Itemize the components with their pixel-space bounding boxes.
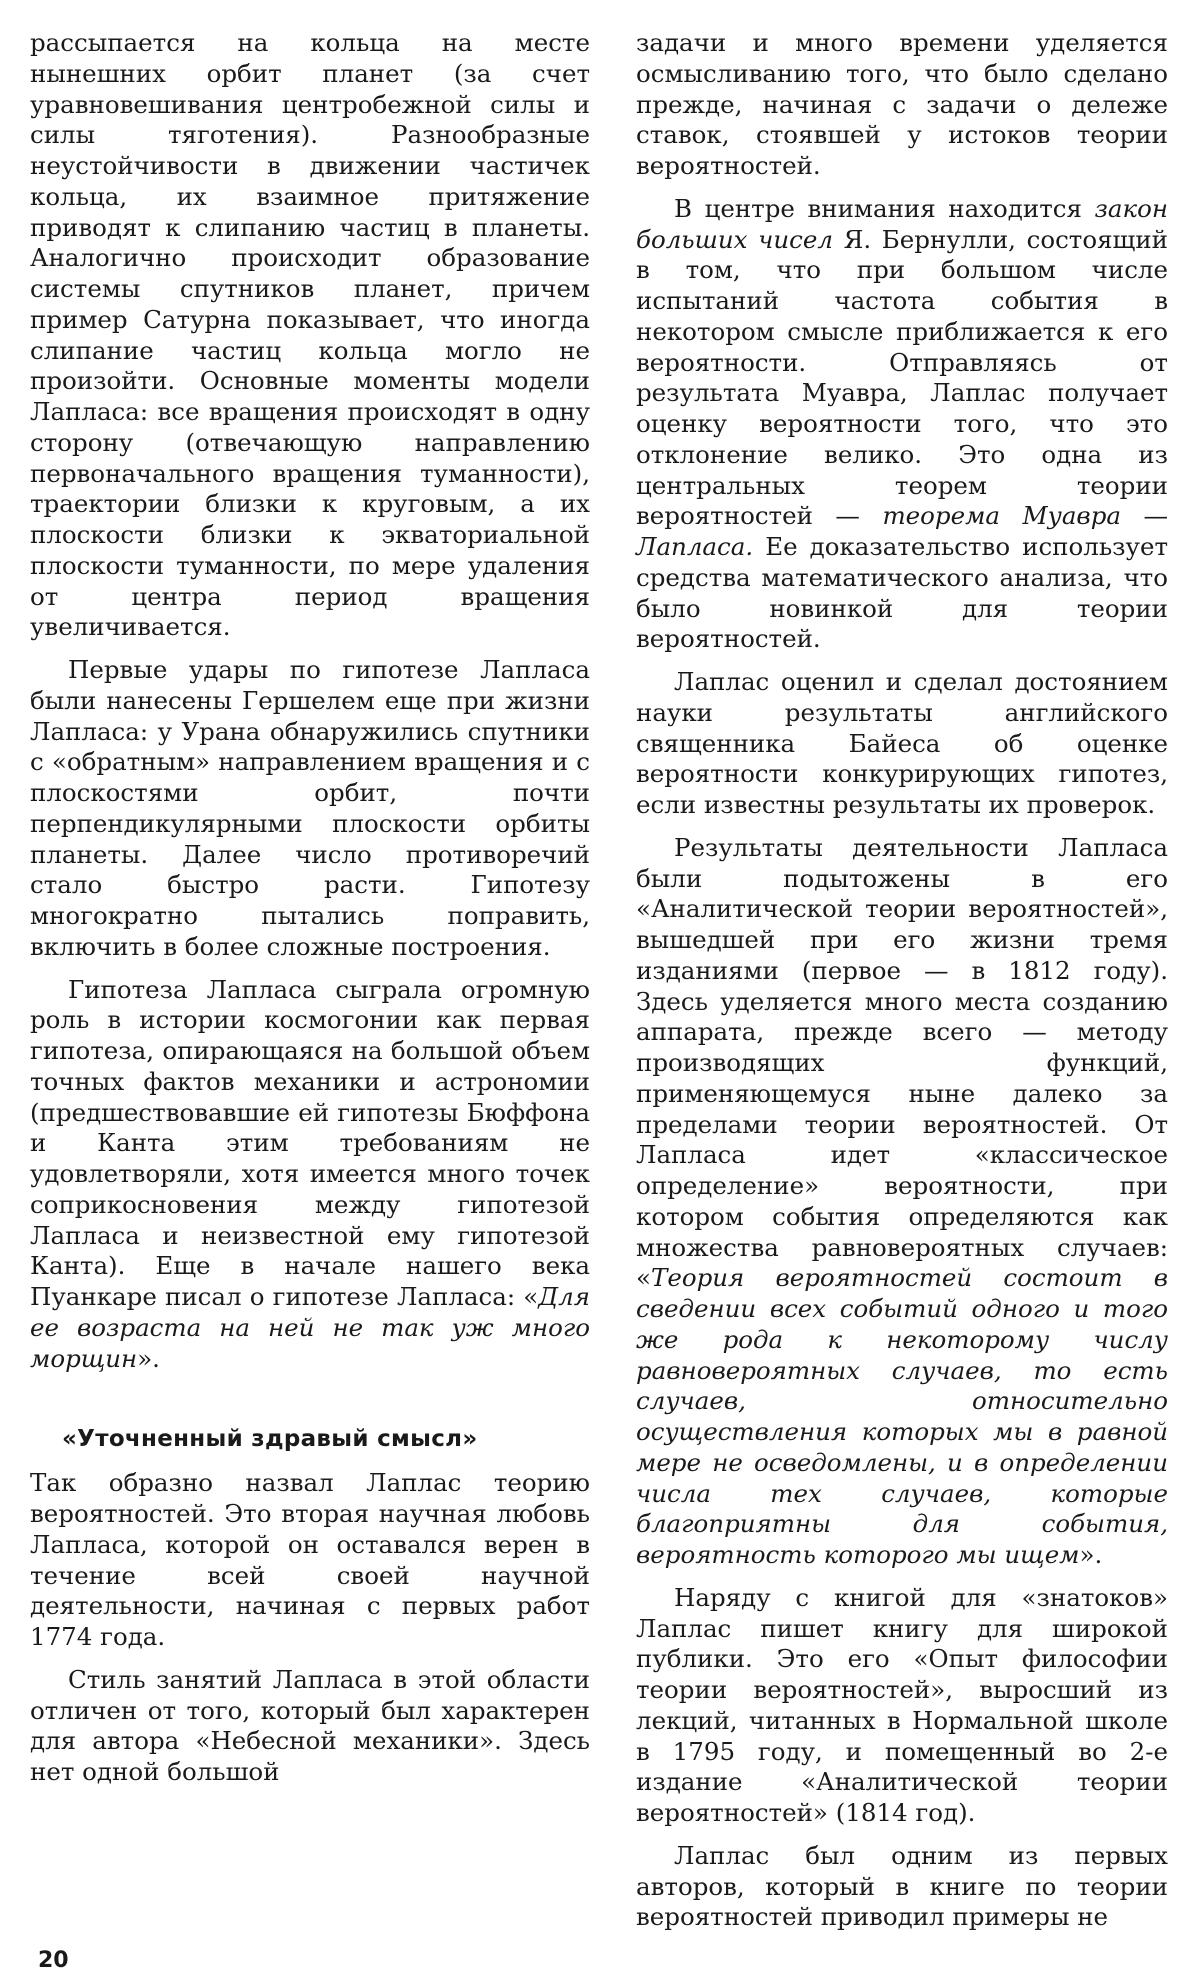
left-paragraph-1: рассыпается на кольца на месте нынешних орбит планет (за счет уравновешивания центробежной силы и силы тяготения). Разнообразные неустойчивости в движении частичек кольца, их взаимное притяжение приводят к слипанию частиц в планеты. Аналогично происходит образование системы спутников планет, причем пример Сатурна показывает, что иногда слипание частиц кольца могло не произойти. Основные моменты модели Лапласа: все вращения происходят в одну сторону (отвечающую направлению первоначального вращения туманности), траектории близки к круговым, а их плоскости близки к экваториальной плоскости туманности, по мере удаления от центра период вращения увеличивается. <box>30 28 590 642</box>
right-paragraph-2-theorem: теорема Муавра — Лапласа. <box>636 501 1168 561</box>
right-paragraph-4 <box>636 833 1168 1571</box>
right-paragraph-2-middle: Я. Бернулли, состоящий в том, что при большом числе испытаний частота события в некотором смысле приближается к его вероятности. Отправляясь от результата Муавра, Лаплас получает оценку вероятности того, что это отклонение велико. Это одна из центральных теорем теории вероятностей — <box>636 224 1168 531</box>
right-paragraph-2-term: закон больших чисел <box>636 193 1168 254</box>
left-paragraph-2: Первые удары по гипотезе Лапласа были нанесены Гершелем еще при жизни Лапласа: у Урана обнаружились спутники с «обратным» направлением вращения и с плоскостями орбит, почти перпендикулярными плоскости орбиты планеты. Далее число противоречий стало быстро расти. Гипотезу многократно пытались поправить, включить в более сложные построения. <box>30 655 590 961</box>
section-heading: «Уточненный здравый смысл» <box>62 1426 478 1453</box>
right-paragraph-2-end: Ее доказательство использует средства математического анализа, что было новинкой для теории вероятностей. <box>636 532 1168 654</box>
right-paragraph-6: Лаплас был одним из первых авторов, который в книге по теории вероятностей приводил примеры не <box>636 1840 1168 1932</box>
right-paragraph-4-text: Результаты деятельности Лапласа были подытожены в его «Аналитической теории вероятностей», вышедшей при его жизни тремя изданиями (первое — в 1812 году). Здесь уделяется много места созданию аппарата, прежде всего — методу производящих функций, применяющемуся ныне далеко за пределами теории вероятностей. От Лапласа идет «классическое определение» вероятности, при котором события определяются как множества равновероятных случаев: « <box>636 832 1168 1293</box>
right-column <box>636 28 1168 1933</box>
right-paragraph-3: Лаплас оценил и сделал достоянием науки результаты английского священника Байеса об оценке вероятности конкурирующих гипотез, если известны результаты их проверок. <box>636 667 1168 819</box>
left-column <box>30 28 590 1788</box>
left-paragraph-3 <box>30 975 590 1375</box>
right-paragraph-5: Наряду с книгой для «знатоков» Лаплас пишет книгу для широкой публики. Это его «Опыт философии теории вероятностей», выросший из лекций, читанных в Нормальной школе в 1795 году, и помещенный во 2-е издание «Аналитической теории вероятностей» (1814 год). <box>636 1582 1168 1827</box>
right-paragraph-4-quote: Теория вероятностей состоит в сведении всех событий одного и того же рода к некоторому числу равновероятных случаев, то есть случаев, относительно осуществления которых мы в равной мере не осведомлены, и в определении числа тех случаев, которые благоприятны для события, вероятность которого мы ищем <box>636 1263 1168 1569</box>
right-paragraph-2 <box>636 194 1168 655</box>
right-paragraph-1: задачи и много времени уделяется осмысливанию того, что было сделано прежде, начиная с задачи о дележе ставок, стоявшей у истоков теории вероятностей. <box>636 28 1168 180</box>
left-paragraph-3-text: Гипотеза Лапласа сыграла огромную роль в истории космогонии как первая гипотеза, опирающаяся на большой объем точных фактов механики и астрономии (предшествовавшие ей гипотезы Бюффона и Канта этим требованиям не удовлетворяли, хотя имеется много точек соприкосновения между гипотезой Лапласа и неизвестной ему гипотезой Канта). Еще в начале нашего века Пуанкаре писал о гипотезе Лапласа: « <box>30 974 590 1311</box>
right-paragraph-2-start: В центре внимания находится <box>674 193 1095 223</box>
right-paragraph-4-end: ». <box>1079 1540 1103 1569</box>
left-paragraph-5: Стиль занятий Лапласа в этой области отличен от того, который был характерен для автора «Небесной механики». Здесь нет одной большой <box>30 1664 590 1786</box>
left-paragraph-4: Так образно назвал Лаплас теорию вероятностей. Это вторая научная любовь Лапласа, которой он оставался верен в течение всей своей научной деятельности, начиная с первых работ 1774 года. <box>30 1468 590 1651</box>
left-paragraph-3-quote: Для ее возраста на ней не так уж много морщин <box>30 1282 590 1373</box>
left-paragraph-3-end: ». <box>137 1343 160 1373</box>
page-number: 20 <box>38 1948 69 1973</box>
